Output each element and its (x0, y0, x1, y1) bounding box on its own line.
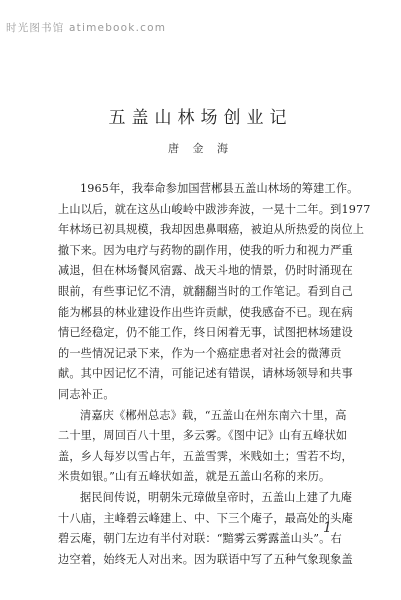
text-line: 碧云庵，朝门左边有半付对联：“黯雾云雾露盖山头”。右 (58, 532, 342, 546)
text-line: 十八庙，主峰碧云峰建上、中、下三个庵子，最高处的头庵 (58, 511, 353, 525)
text-line: 年林场已初具规模，我却因患鼻咽癌，被迫从所热爱的岗位上 (58, 223, 365, 237)
page-number: 1 (323, 520, 332, 536)
text-line: 二十里，周回百八十里，多云雾。《图中记》山有五峰状如 (58, 429, 348, 443)
text-line: 清嘉庆《郴州总志》载，“五盖山在州东南六十里，高 (80, 408, 347, 422)
text-line: 能为郴县的林业建设作出些许贡献，使我感奋不已。现在病 (58, 305, 353, 319)
text-line: 边空着，始终无人对出来。因为联语中写了五种气象现象盖 (58, 552, 353, 566)
author-name: 唐 金 海 (168, 142, 233, 155)
text-line: 情已经稳定，仍不能工作，终日闲着无事，试图把林场建设 (58, 326, 353, 340)
watermark: 时光图书馆 atimebook.com (6, 22, 167, 34)
text-line: 减退，但在林场餐风宿露、战天斗地的情景，仍时时涌现在 (58, 264, 353, 278)
text-line: 的一些情况记录下来，作为一个癌症患者对社会的微薄贡 (58, 346, 342, 360)
text-line: 眼前，有些事记忆不清，就翻翻当时的工作笔记。看到自己 (58, 284, 353, 298)
text-line: 上山以后，就在这丛山峻岭中跋涉奔波，一晃十二年。到1977 (58, 202, 371, 216)
text-line: 同志补正。 (58, 387, 115, 401)
text-line: 撤下来。因为电疗与药物的副作用，使我的听力和视力严重 (58, 243, 353, 257)
text-line: 盖，乡人每岁以雪占年，五盖雪霁，米贱如土；雪若不均， (58, 449, 353, 463)
text-line: 1965年，我奉命参加国营郴县五盖山林场的筹建工作。 (80, 182, 359, 195)
text-line: 献。其中因记忆不清，可能记述有错误，请林场领导和共事 (58, 367, 353, 381)
article-title: 五盖山林场创业记 (108, 108, 293, 128)
text-line: 米贵如银。”山有五峰状如盖，就是五盖山名称的来历。 (58, 470, 331, 484)
body-text (58, 179, 371, 570)
text-line: 据民间传说，明朝朱元璋做皇帝时，五盖山上建了九庵 (80, 490, 353, 504)
